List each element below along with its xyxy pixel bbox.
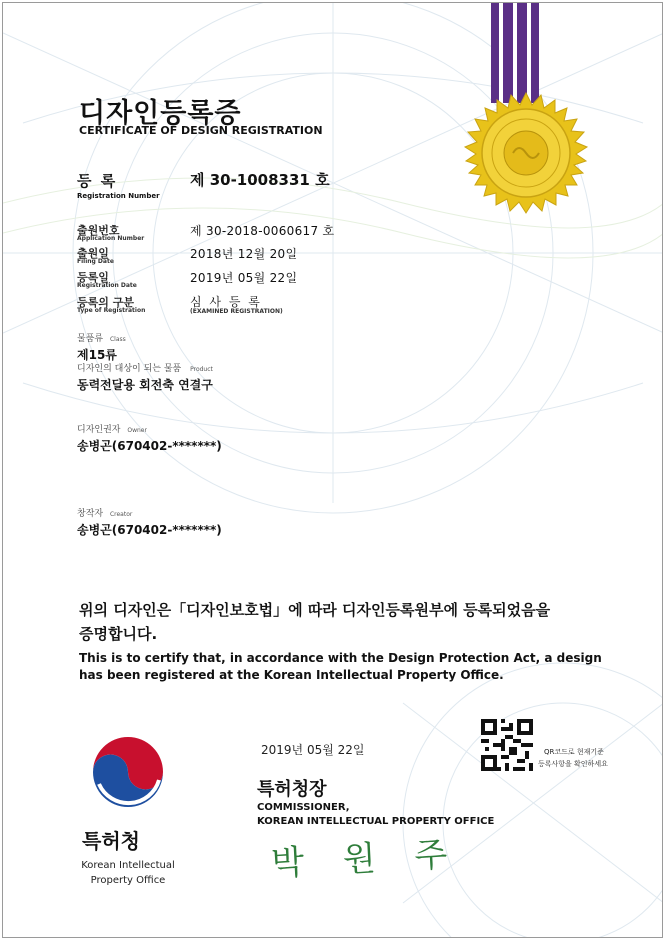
filing-date-value: 2018년 12월 20일 [190, 247, 298, 261]
class-value: 제15류 [77, 348, 117, 362]
ribbon [491, 3, 553, 103]
kipo-logo-icon [89, 736, 167, 814]
registration-label: 등 록 [77, 172, 118, 190]
creator-label-ko: 창작자 [77, 509, 104, 519]
qr-caption-line1: QR코드로 현재기준 [544, 748, 604, 756]
registration-type-value: 심 사 등 록 [190, 295, 262, 309]
commissioner-title-ko: 특허청장 [257, 779, 327, 800]
handwritten-signature: 박 원 주 [270, 834, 463, 884]
product-label-ko: 디자인의 대상이 되는 물품 [77, 364, 182, 374]
certification-ko-line2: 증명합니다. [79, 625, 158, 643]
owner-label-en: Owner [127, 427, 147, 434]
certificate-subtitle: CERTIFICATE OF DESIGN REGISTRATION [79, 124, 323, 137]
certification-en-line1: This is to certify that, in accordance with the Design Protection Act, a design [79, 651, 602, 665]
registration-type-label-en: Type of Registration [77, 307, 146, 314]
product-value: 동력전달용 회전축 연결구 [77, 378, 213, 392]
application-number-label: 출원번호 [77, 224, 120, 237]
registration-date-label: 등록일 [77, 271, 109, 284]
class-label-ko: 물품류 [77, 334, 104, 344]
class-label [77, 331, 126, 344]
creator-value: 송병곤(670402-*******) [77, 523, 222, 537]
filing-date-label-en: Filing Date [77, 258, 114, 265]
certificate-page [2, 2, 663, 938]
filing-date-label: 출원일 [77, 247, 109, 260]
registration-type-label: 등록의 구분 [77, 296, 134, 309]
application-number-label-en: Application Number [77, 235, 145, 242]
owner-value: 송병곤(670402-*******) [77, 439, 222, 453]
kipo-name-en-line1: Korean Intellectual [81, 860, 175, 871]
creator-label [77, 506, 132, 519]
qr-code-icon[interactable] [481, 719, 533, 771]
certificate-title: 디자인등록증 [79, 98, 242, 129]
registration-date-value: 2019년 05월 22일 [190, 271, 298, 285]
registration-label-en: Registration Number [77, 192, 160, 200]
application-number-value: 제 30-2018-0060617 호 [190, 224, 335, 238]
certification-en-line2: has been registered at the Korean Intellectual Property Office. [79, 668, 504, 682]
gold-seal-icon [453, 91, 599, 237]
commissioner-title-en-line2: KOREAN INTELLECTUAL PROPERTY OFFICE [257, 816, 495, 827]
kipo-name-en-line2: Property Office [90, 875, 166, 886]
owner-label-ko: 디자인권자 [77, 425, 121, 435]
commissioner-title-en-line1: COMMISSIONER, [257, 802, 350, 813]
creator-label-en: Creator [109, 511, 133, 518]
registration-date-label-en: Registration Date [77, 282, 137, 289]
product-label [77, 361, 213, 374]
registration-type-value-en: (EXAMINED REGISTRATION) [190, 308, 283, 315]
registration-number: 제 30-1008331 호 [190, 171, 330, 189]
qr-caption-line2: 등록사항을 확인하세요 [538, 760, 608, 768]
certification-ko-line1: 위의 디자인은「디자인보호법」에 따라 디자인등록원부에 등록되었음을 [79, 601, 551, 619]
class-label-en: Class [109, 336, 126, 343]
product-label-en: Product [190, 366, 213, 373]
signature-date: 2019년 05월 22일 [261, 743, 365, 757]
kipo-name-ko: 특허청 [82, 829, 140, 853]
owner-label [77, 422, 147, 435]
